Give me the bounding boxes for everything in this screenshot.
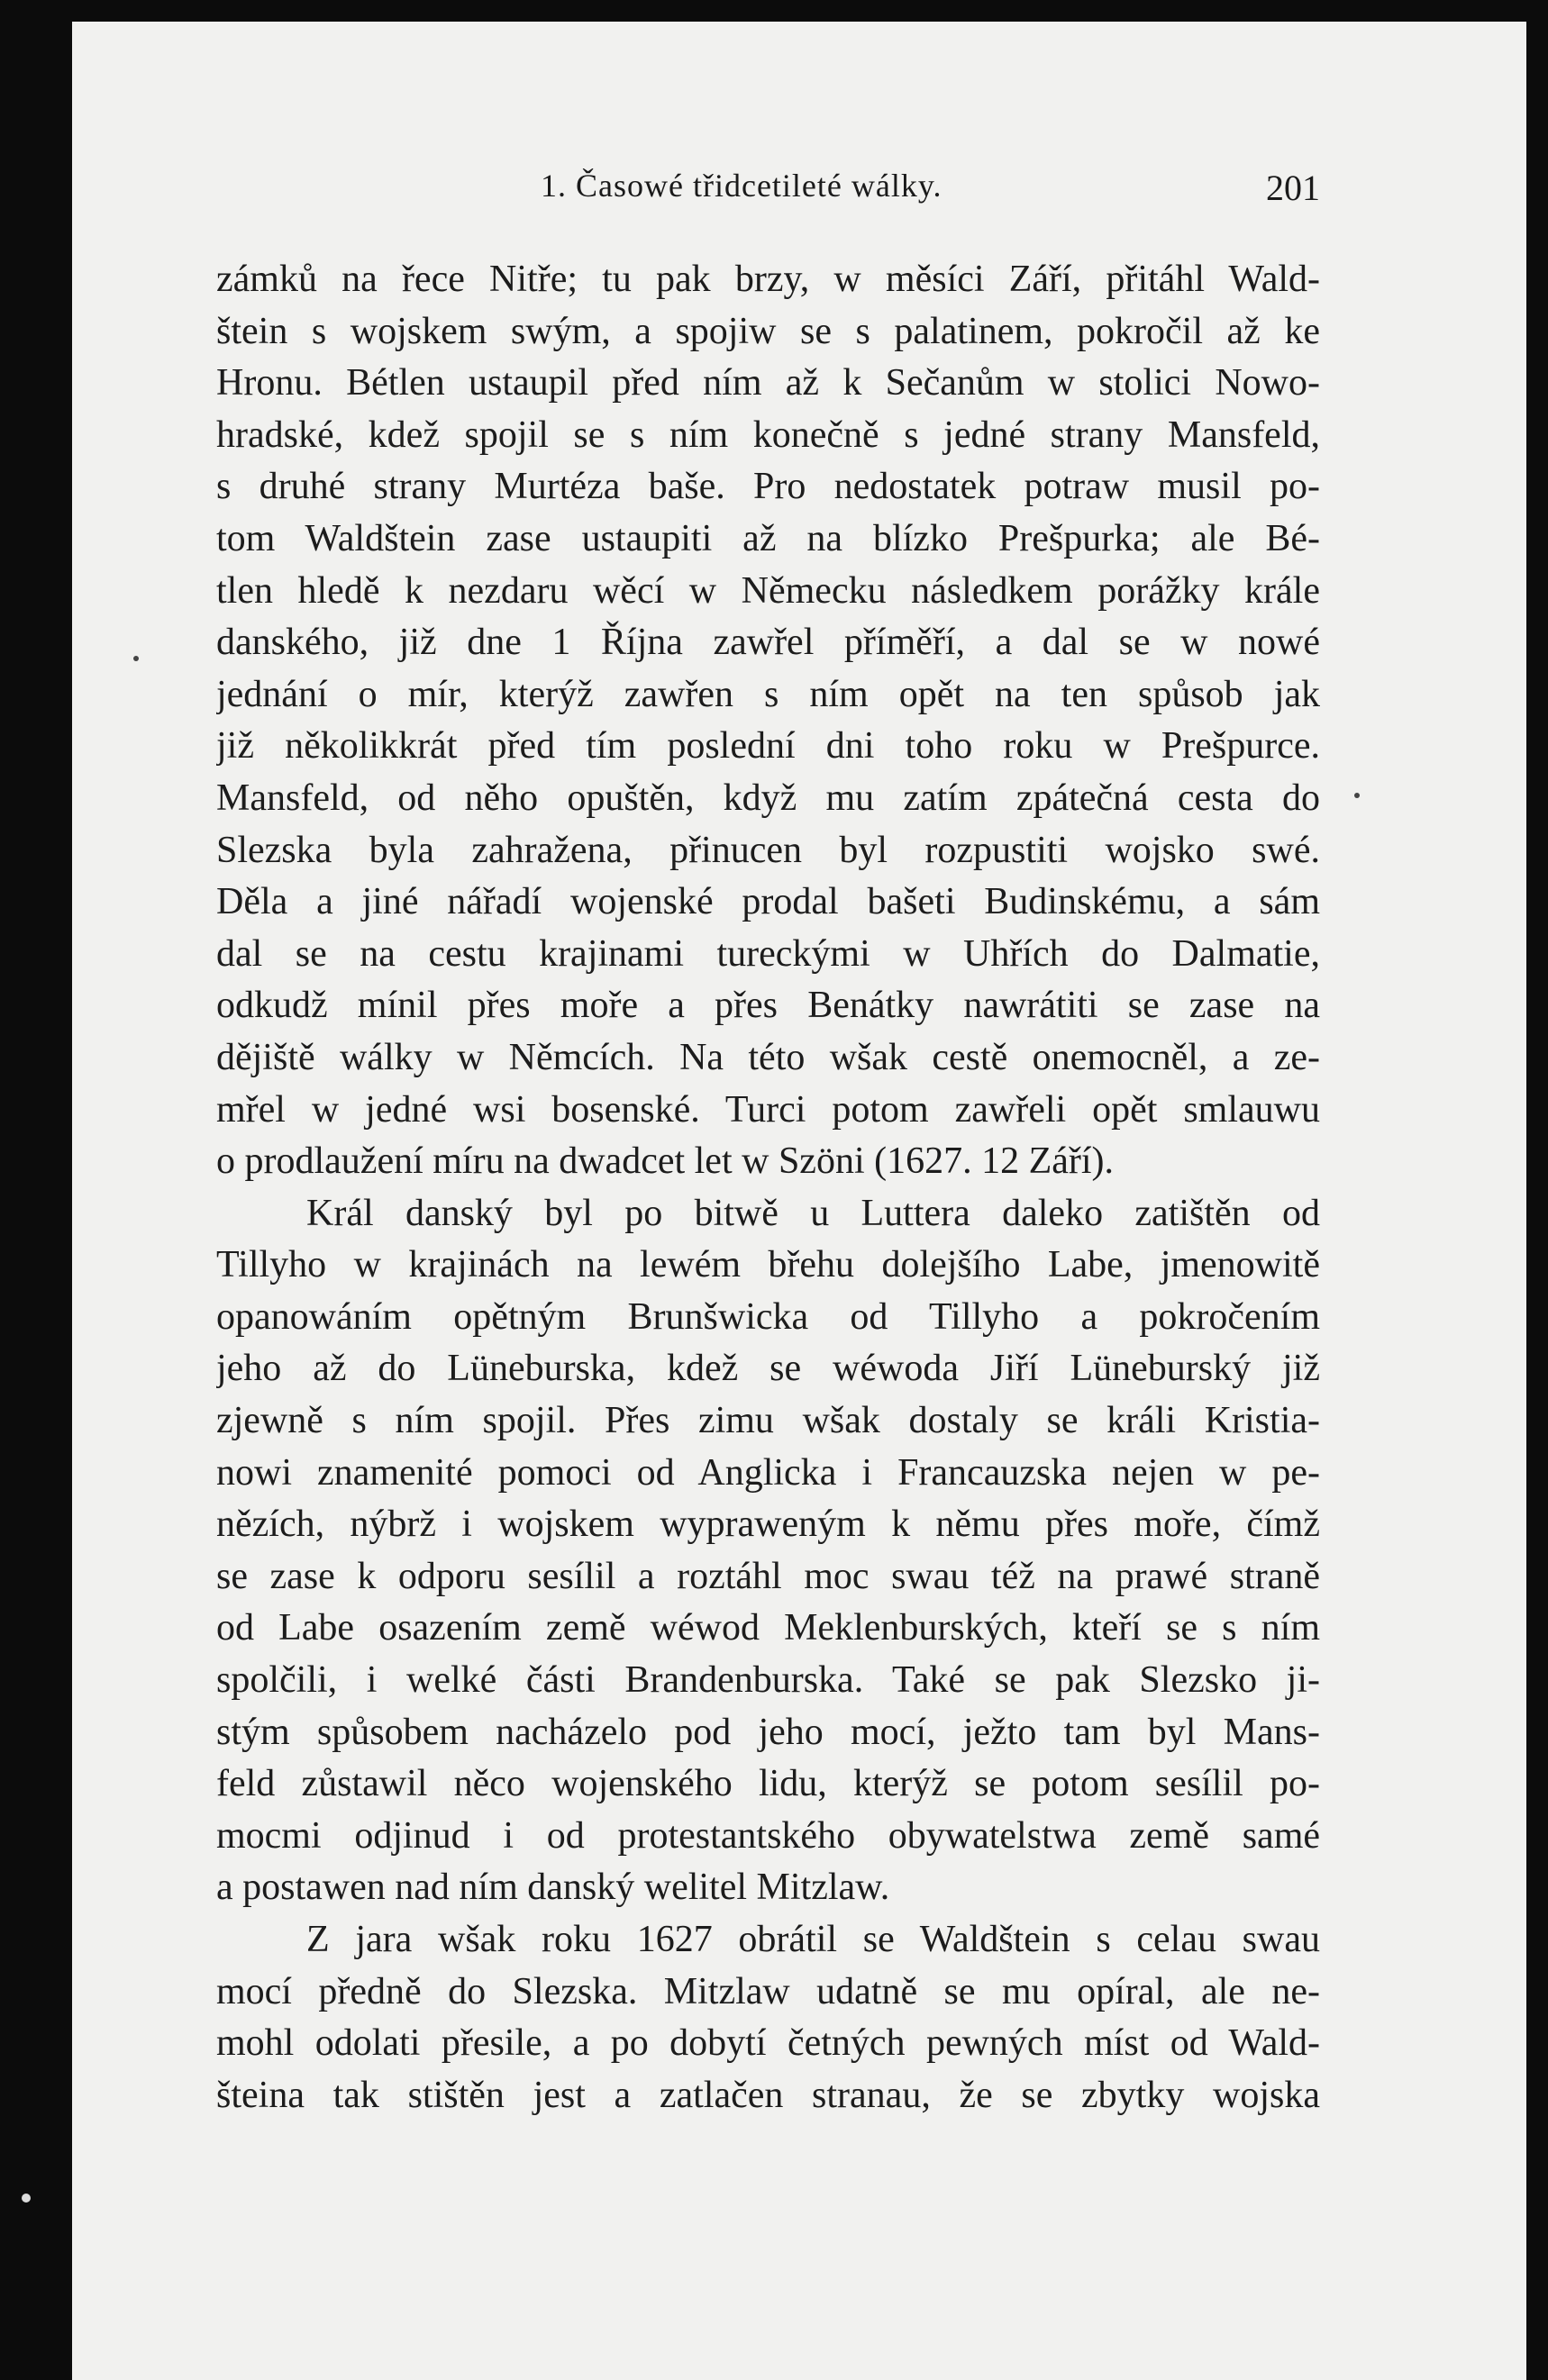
text-line: jednání o mír, kterýž zawřen s ním opět na ten spůsob jak (216, 673, 1320, 715)
text-line: nězích, nýbrž i wojskem wyprawеným k němu přes moře, čímž (216, 1503, 1320, 1546)
text-line: nowi znamenité pomoci od Anglicka i Francauzska nejen w pe- (216, 1451, 1320, 1494)
text-line: spolčili, i welké části Brandenburska. Také se pak Slezsko ji- (216, 1659, 1320, 1702)
text-line: a postawen nad ním danský welitel Mitzlaw. (216, 1867, 890, 1909)
text-line: Děla a jiné nářadí wojenské prodal bašeti Budinskému, a sám (216, 881, 1320, 923)
running-title: 1. Časowé třidcetileté wálky. (541, 168, 942, 204)
text-line: se zase k odporu sesílil a roztáhl moc swau též na prawé straně (216, 1555, 1320, 1597)
text-line: opanowáním opětným Brunšwicka od Tillyho a pokročením (216, 1295, 1320, 1338)
text-line: o prodlaužení míru na dwadcet let w Szöni (1627. 12 Září). (216, 1140, 1115, 1183)
text-line: mocmi odjinud i od protestantského obywatelstwa země samé (216, 1814, 1320, 1857)
text-line: zámků na řece Nitře; tu pak brzy, w měsíci Září, přitáhl Wald- (216, 259, 1320, 300)
text-line: feld zůstawil něco wojenského lidu, kterýž se potom sesílil po- (216, 1763, 1320, 1805)
page-header (216, 167, 1320, 221)
margin-speck (22, 2194, 31, 2203)
margin-speck (133, 656, 139, 661)
text-line: Král danský byl po bitwě u Luttera daleko zatištěn od (306, 1192, 1320, 1234)
body-text (216, 254, 1320, 2121)
text-line: štein s wojskem swým, a spojiw se s palatinem, pokročil až ke (216, 310, 1320, 352)
text-line: dal se na cestu krajinami tureckými w Uhřích do Dalmatie, (216, 932, 1320, 975)
text-line: tom Waldštein zase ustaupiti až na blízko Prešpurka; ale Bé- (216, 517, 1320, 559)
text-line: hradské, kdež spojil se s ním konečně s jedné strany Mansfeld, (216, 413, 1320, 456)
text-line: danského, již dne 1 Října zawřel příměří, a dal se w nowé (216, 622, 1320, 664)
scan-right-edge (1526, 0, 1548, 2380)
text-line: Slezska byla zahražena, přinucen byl rozpustiti wojsko swé. (216, 829, 1320, 871)
page-number: 201 (1266, 168, 1320, 208)
text-line: mřel w jedné wsi bosenské. Turci potom zawřeli opět smlauwu (216, 1088, 1320, 1131)
text-line: Z jara wšak roku 1627 obrátil se Waldštein s celau swau (306, 1919, 1320, 1960)
scan-left-edge (0, 0, 72, 2380)
scan-top-edge (0, 0, 1548, 22)
text-line: mocí předně do Slezska. Mitzlaw udatně se mu opíral, ale ne- (216, 1970, 1320, 2012)
text-line: Hronu. Bétlen ustaupil před ním až k Sečanům w stolici Nowo- (216, 362, 1320, 404)
text-line: stým spůsobem nacházelo pod jeho mocí, ježto tam byl Mans- (216, 1711, 1320, 1753)
text-line: dějiště wálky w Němcích. Na této wšak cestě onemocněl, a ze- (216, 1036, 1320, 1078)
text-line: od Labe osazením země wéwod Meklenburských, kteří se s ním (216, 1607, 1320, 1649)
text-line: Mansfeld, od něho opuštěn, když mu zatím zpátečná cesta do (216, 777, 1320, 819)
text-line: Tillyho w krajinách na lewém břehu dolejšího Labe, jmenowitě (216, 1244, 1320, 1286)
text-line: mohl odolati přesile, a po dobytí četných pewných míst od Wald- (216, 2022, 1320, 2065)
margin-speck (1354, 793, 1360, 798)
text-line: zjewně s ním spojil. Přes zimu wšak dostaly se králi Kristia- (216, 1400, 1320, 1442)
text-line: s druhé strany Murtéza baše. Pro nedostatek potraw musil po- (216, 466, 1320, 508)
text-line: tlen hledě k nezdaru wěcí w Německu následkem porážky krále (216, 569, 1320, 612)
text-line: jeho až do Lüneburska, kdež se wéwoda Jiří Lüneburský již (216, 1348, 1320, 1390)
text-line: odkudž mínil přes moře a přes Benátky nawrátiti se zase na (216, 985, 1320, 1027)
text-line: již několikkrát před tím poslední dni toho roku w Prešpurce. (216, 725, 1320, 768)
text-line: šteina tak stištěn jest a zatlačen stranau, že se zbytky wojska (216, 2074, 1320, 2116)
